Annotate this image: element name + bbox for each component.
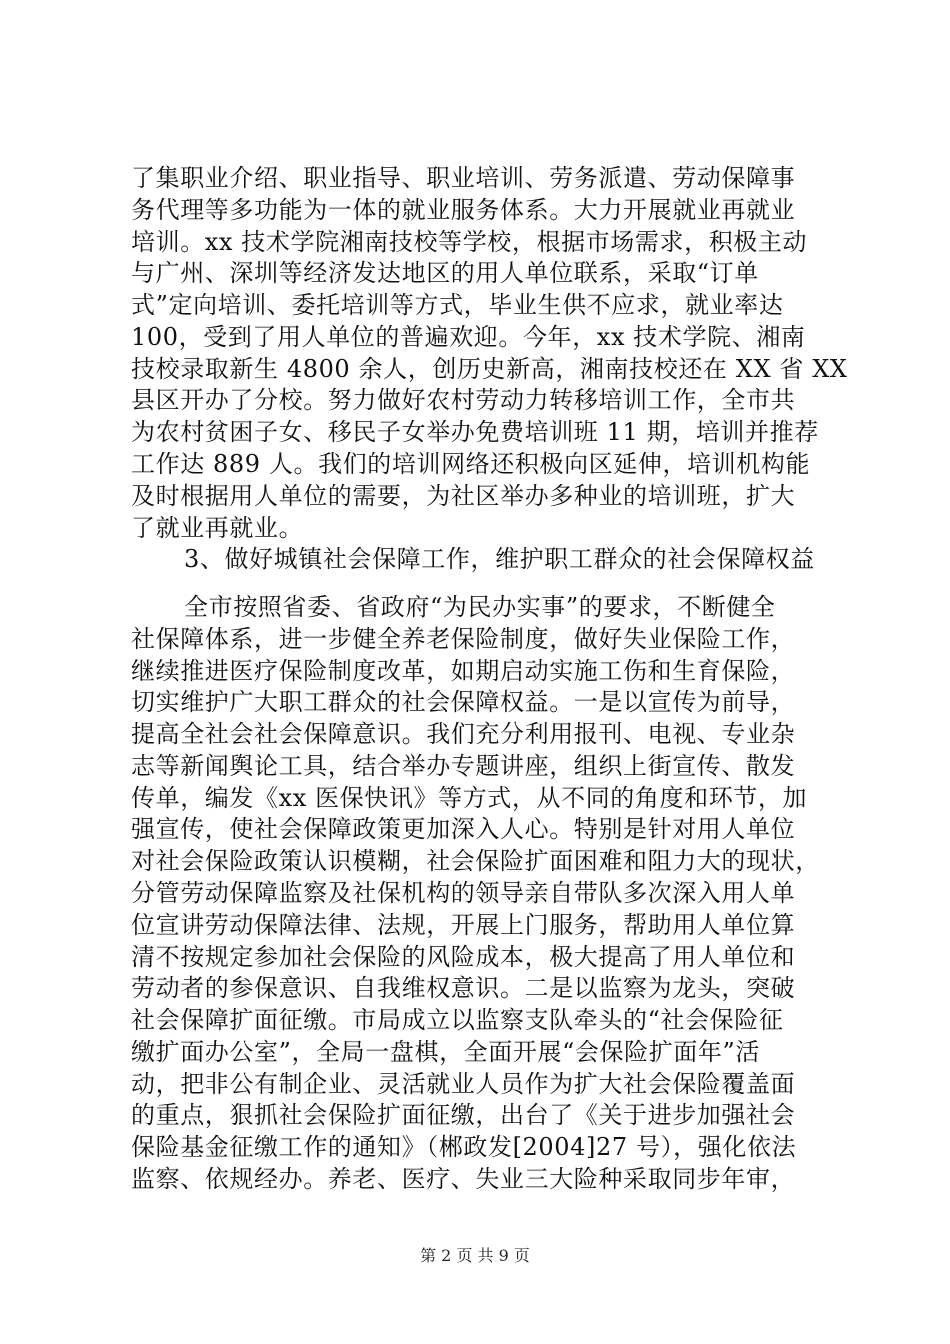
text-line: 监察、依规经办。养老、医疗、失业三大险种采取同步年审， [131,1165,796,1193]
text-line: 培训。xx 技术学院湘南技校等学校，根据市场需求，积极主动 [131,228,808,256]
text-line: 劳动者的参保意识、自我维权意识。二是以监察为龙头，突破 [131,974,796,1002]
text-line: 工作达 889 人。我们的培训网络还积极向区延伸，培训机构能 [131,450,811,478]
text-line: 强宣传，使社会保障政策更加深入人心。特别是针对用人单位 [131,815,796,843]
text-line: 社会保障扩面征缴。市局成立以监察支队牵头的“社会保险征 [131,1006,784,1034]
page-footer: 第 2 页 共 9 页 [420,1246,530,1265]
text-line: 切实维护广大职工群众的社会保障权益。一是以宣传为前导， [131,688,796,716]
text-line: 保险基金征缴工作的通知》（郴政发[2004]27 号），强化依法 [131,1133,797,1161]
text-line: 清不按规定参加社会保险的风险成本，极大提高了用人单位和 [131,943,796,971]
text-line: 分管劳动保障监察及社保机构的领导亲自带队多次深入用人单 [131,879,796,907]
text-line: 志等新闻舆论工具，结合举办专题讲座，组织上街宣传、散发 [131,752,796,780]
text-line: 全市按照省委、省政府“为民办实事”的要求，不断健全 [184,593,776,621]
text-line: 务代理等多功能为一体的就业服务体系。大力开展就业再就业 [131,196,796,224]
text-line: 与广州、深圳等经济发达地区的用人单位联系，采取“订单 [131,259,759,287]
text-line: 及时根据用人单位的需要，为社区举办多种业的培训班，扩大 [131,482,796,510]
text-line: 技校录取新生 4800 余人，创历史新高，湘南技校还在 XX 省 XX [131,355,848,383]
section-heading: 3、做好城镇社会保障工作，维护职工群众的社会保障权益 [184,545,815,573]
text-line: 提高全社会社会保障意识。我们充分利用报刊、电视、专业杂 [131,720,796,748]
text-line: 传单，编发《xx 医保快讯》等方式，从不同的角度和环节，加 [131,784,808,812]
text-line: 动，把非公有制企业、灵活就业人员作为扩大社会保险覆盖面 [131,1070,796,1098]
text-line: 了就业再就业。 [131,514,304,542]
text-line: 县区开办了分校。努力做好农村劳动力转移培训工作，全市共 [131,386,796,414]
text-line: 缴扩面办公室”，全局一盘棋，全面开展“会保险扩面年”活 [131,1038,761,1066]
text-line: 的重点，狠抓社会保险扩面征缴，出台了《关于进步加强社会 [131,1101,796,1129]
text-line: 式”定向培训、委托培训等方式，毕业生供不应求，就业率达 [131,291,784,319]
text-line: 100，受到了用人单位的普遍欢迎。今年，xx 技术学院、湘南 [131,323,806,351]
text-line: 位宣讲劳动保障法律、法规，开展上门服务，帮助用人单位算 [131,911,796,939]
text-line: 对社会保险政策认识模糊，社会保险扩面困难和阻力大的现状， [131,847,820,875]
text-line: 继续推进医疗保险制度改革，如期启动实施工伤和生育保险， [131,657,796,685]
text-line: 社保障体系，进一步健全养老保险制度，做好失业保险工作， [131,625,796,653]
text-line: 为农村贫困子女、移民子女举办免费培训班 11 期，培训并推荐 [131,418,819,446]
text-line: 了集职业介绍、职业指导、职业培训、劳务派遣、劳动保障事 [131,164,796,192]
